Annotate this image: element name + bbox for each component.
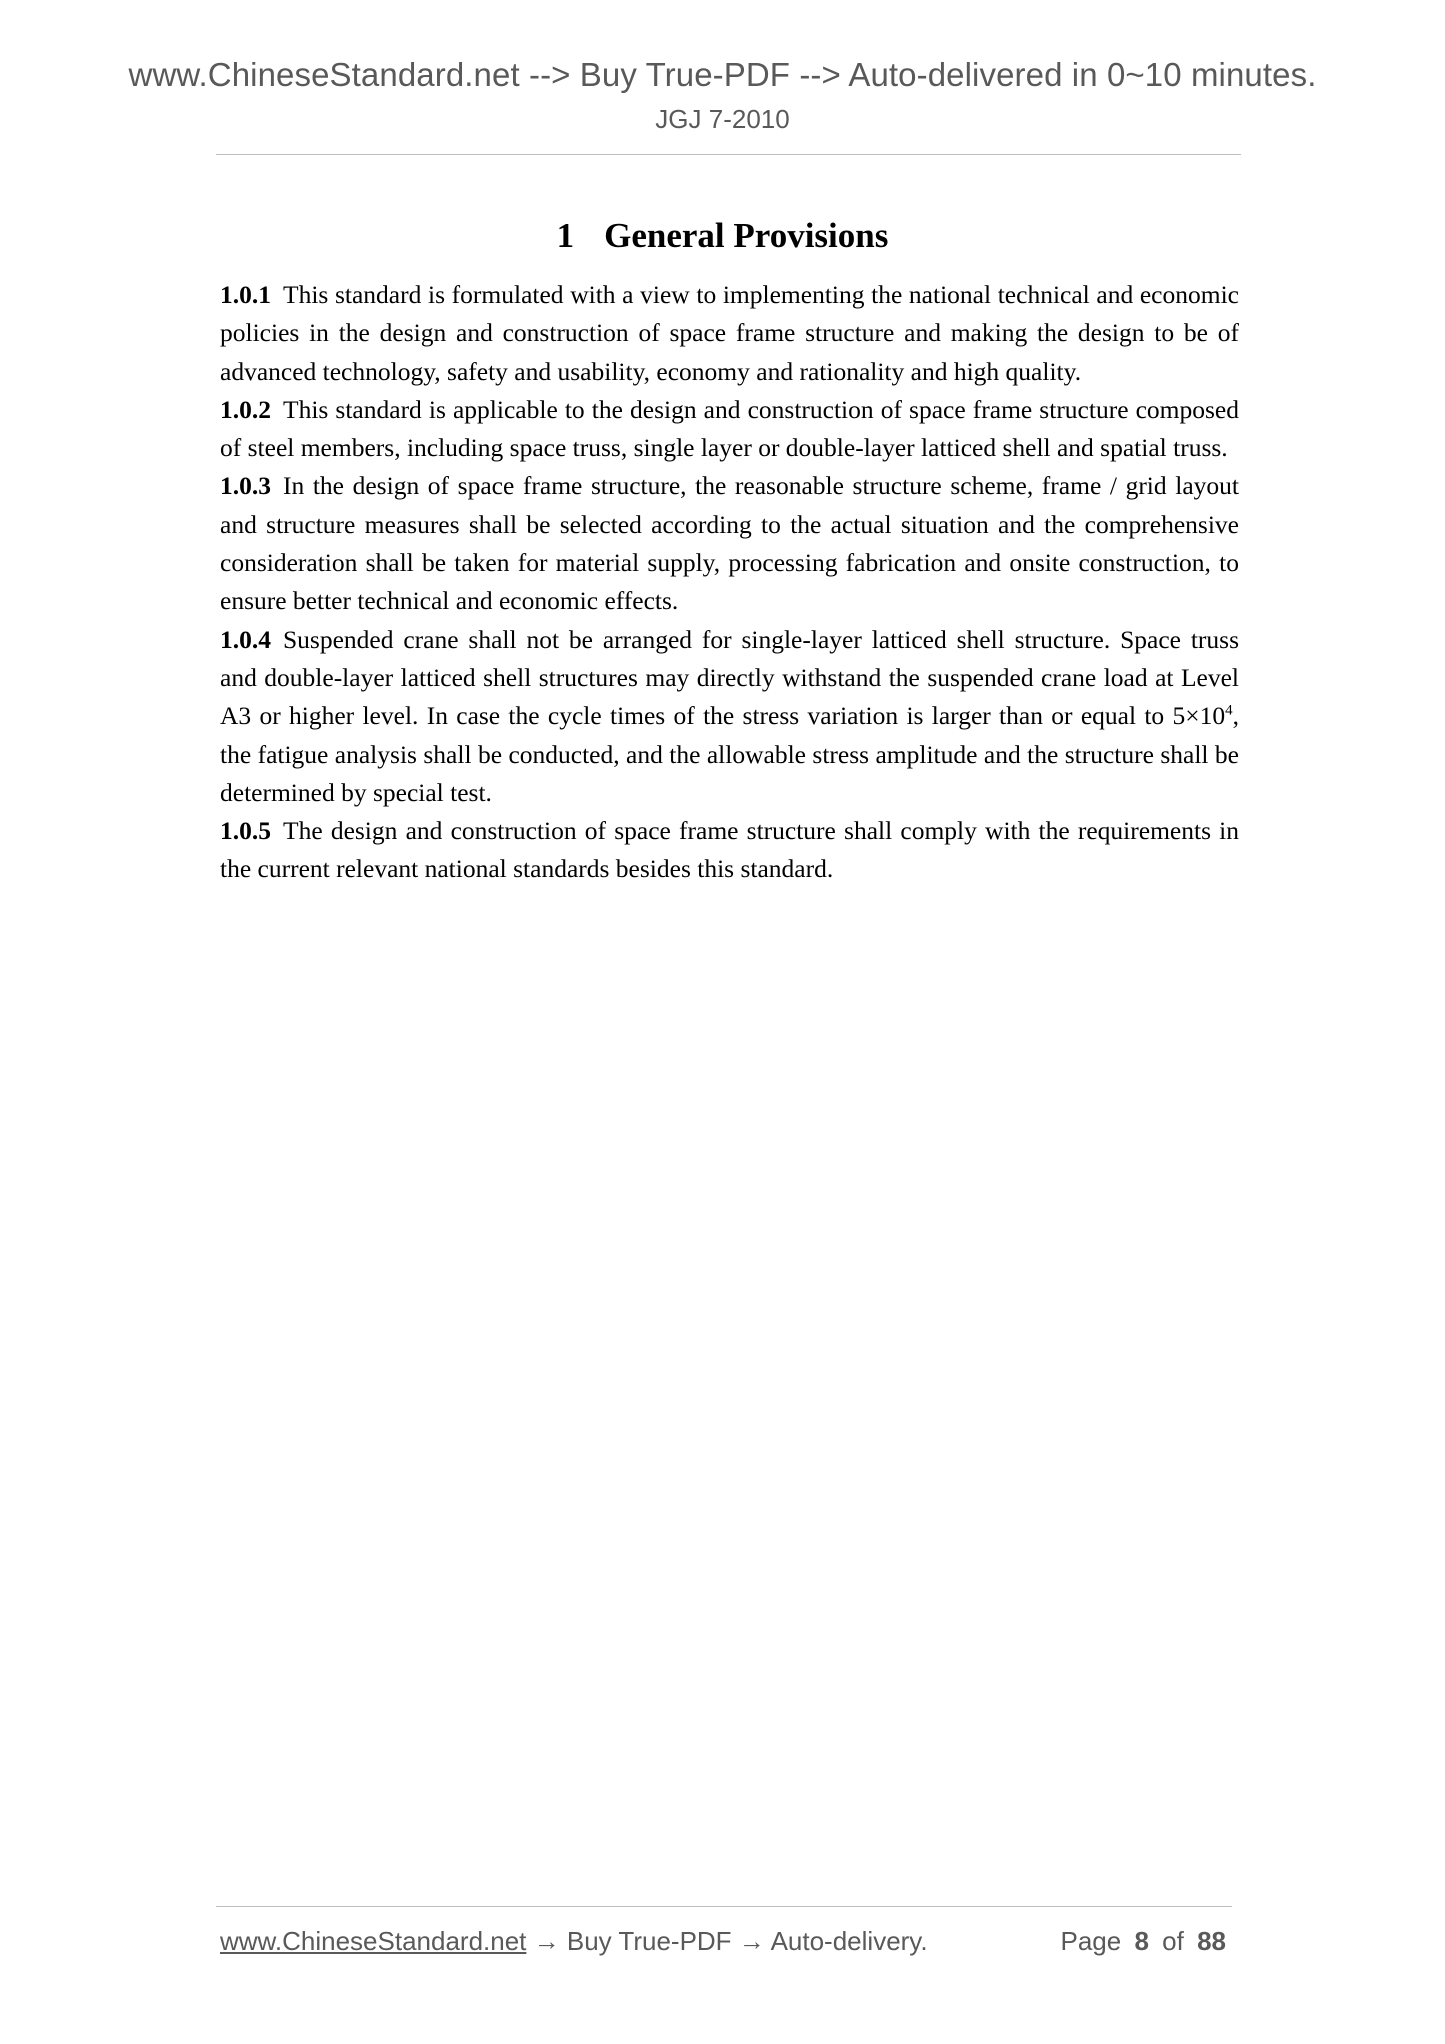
footer-site-link[interactable]: www.ChineseStandard.net: [220, 1926, 527, 1956]
chapter-title: [0, 216, 1445, 256]
header-divider: [216, 154, 1241, 155]
page-of: of: [1162, 1926, 1184, 1956]
clause-text: The design and construction of space frame structure shall comply with the requirements in the current relevant national standards besides this standard.: [220, 816, 1239, 884]
page-indicator: [1060, 1926, 1232, 1957]
clause-text: This standard is formulated with a view to implementing the national technical and economic policies in the design and construction of space frame structure and making the design to be of advanced technology, safety and usability, economy and rationality and high quality.: [220, 280, 1239, 386]
clause-text-after: , the fatigue analysis shall be conducted, and the allowable stress amplitude and the structure shall be determined by special test.: [220, 701, 1239, 807]
clause-number: 1.0.4: [220, 624, 271, 654]
page-current: 8: [1134, 1926, 1149, 1956]
footer-divider: [216, 1906, 1232, 1907]
clause-number: 1.0.2: [220, 394, 271, 424]
clause-1-0-2: [220, 391, 1239, 468]
clause-1-0-5: [220, 812, 1239, 889]
clause-1-0-1: [220, 276, 1239, 391]
document-code: JGJ 7-2010: [655, 104, 790, 134]
footer-tagline: → Buy True-PDF → Auto-delivery.: [526, 1926, 928, 1956]
chapter-title-text: General Provisions: [604, 216, 889, 255]
chapter-number: 1: [556, 216, 575, 255]
clause-1-0-3: [220, 467, 1239, 620]
clause-text: In the design of space frame structure, the reasonable structure scheme, frame / grid layout and structure measures shall be selected according to the actual situation and the comprehensive consideration shall be taken for material supply, processing fabrication and onsite construction, to ensure better technical and economic effects.: [220, 471, 1239, 616]
clause-1-0-4: [220, 621, 1239, 812]
clause-number: 1.0.3: [220, 471, 271, 501]
exponent: 4: [1225, 702, 1233, 719]
page-total: 88: [1197, 1926, 1226, 1956]
clause-number: 1.0.5: [220, 816, 271, 846]
clauses-body: [220, 276, 1239, 889]
top-banner: www.ChineseStandard.net --> Buy True-PDF --> Auto-delivered in 0~10 minutes.: [128, 56, 1317, 93]
clause-number: 1.0.1: [220, 280, 271, 309]
clause-text: This standard is applicable to the design and construction of space frame structure composed of steel members, including space truss, single layer or double-layer latticed shell and spatial truss.: [220, 394, 1239, 463]
clause-text-before: Suspended crane shall not be arranged for single-layer latticed shell structure. Space truss and double-layer latticed shell structures may directly withstand the suspended crane load at Level A3 or higher level. In case the cycle times of the stress variation is larger than or equal to 5×10: [220, 624, 1239, 731]
page-footer: [220, 1926, 1232, 1957]
page-label: Page: [1060, 1926, 1122, 1956]
